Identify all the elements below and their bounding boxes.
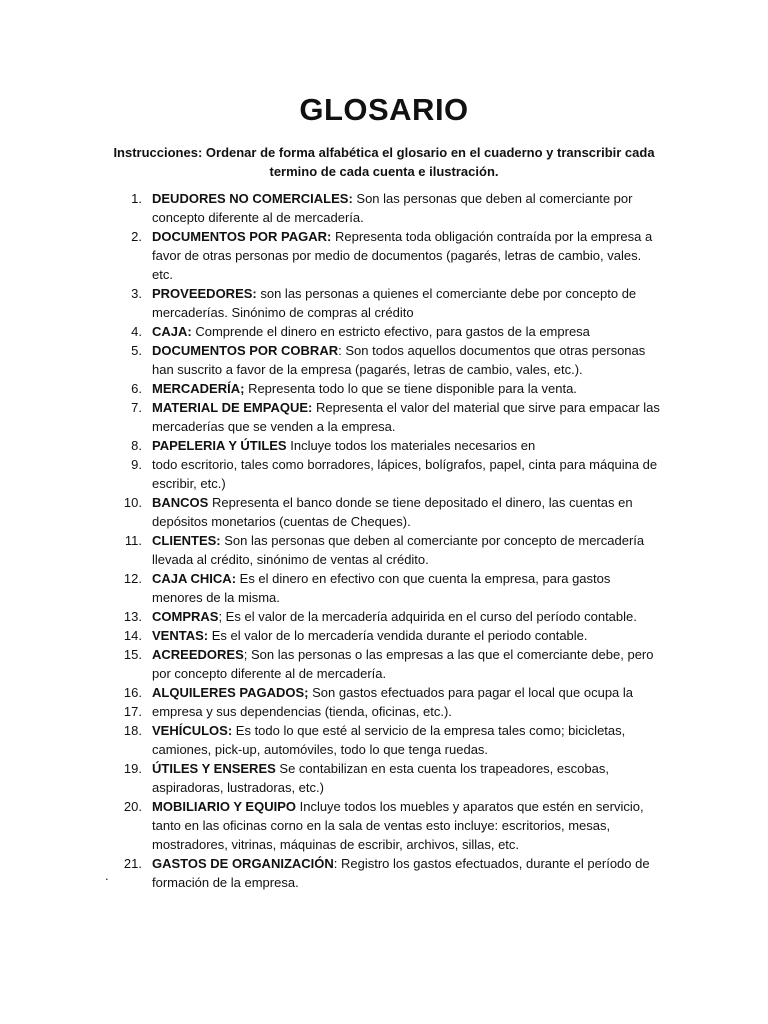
- item-definition: ; Es el valor de la mercadería adquirida en el curso del período contable.: [218, 609, 637, 624]
- item-term: VENTAS:: [152, 628, 209, 643]
- item-number: 10.: [123, 495, 142, 510]
- glossary-item: [0, 284, 662, 322]
- item-definition: empresa y sus dependencias (tienda, oficinas, etc.).: [152, 704, 452, 719]
- item-number: 20.: [123, 799, 142, 814]
- glossary-item: [0, 702, 662, 721]
- glossary-item: [0, 189, 662, 227]
- glossary-item: [0, 626, 662, 645]
- glossary-item: [0, 493, 662, 531]
- glossary-item: [0, 721, 662, 759]
- item-number: 2.: [131, 229, 142, 244]
- glossary-item: [0, 645, 662, 683]
- item-term: MERCADERÍA;: [152, 381, 245, 396]
- glossary-item: [0, 797, 662, 854]
- item-definition: : Registro los gastos efectuados, durante el período de formación de la empresa.: [152, 856, 650, 890]
- item-definition: todo escritorio, tales como borradores, lápices, bolígrafos, papel, cinta para máquina de escribir, etc.): [152, 457, 658, 491]
- item-number: 16.: [123, 685, 142, 700]
- item-term: DOCUMENTOS POR PAGAR:: [152, 229, 332, 244]
- item-number: 8.: [131, 438, 142, 453]
- item-term: CAJA CHICA:: [152, 571, 237, 586]
- item-definition: Comprende el dinero en estricto efectivo, para gastos de la empresa: [191, 324, 590, 339]
- item-term: CAJA:: [152, 324, 192, 339]
- item-number: 19.: [123, 761, 142, 776]
- item-number: 1.: [131, 191, 142, 206]
- glossary-item: [0, 759, 662, 797]
- glossary-item: [0, 607, 662, 626]
- item-definition: son las personas a quienes el comerciante debe por concepto de mercaderías. Sinónimo de compras al crédito: [152, 286, 637, 320]
- glossary-item: [0, 455, 662, 493]
- item-number: 15.: [123, 647, 142, 662]
- item-term: PAPELERIA Y ÚTILES: [152, 438, 287, 453]
- glossary-item: [0, 436, 662, 455]
- item-term: COMPRAS: [152, 609, 219, 624]
- item-number: 17.: [123, 704, 142, 719]
- glossary-item: [0, 341, 662, 379]
- item-term: ÚTILES Y ENSERES: [152, 761, 276, 776]
- item-definition: Es todo lo que esté al servicio de la empresa tales como; bicicletas, camiones, pick-up, automóviles, todo lo que tenga ruedas.: [152, 723, 626, 757]
- trailing-mark: .: [105, 868, 109, 883]
- item-number: 4.: [131, 324, 142, 339]
- item-definition: Incluye todos los materiales necesarios en: [286, 438, 536, 453]
- item-number: 14.: [123, 628, 142, 643]
- item-definition: Representa el valor del material que sirve para empacar las mercaderías que se venden a la empresa.: [152, 400, 660, 434]
- item-number: 6.: [131, 381, 142, 396]
- item-term: ACREEDORES: [152, 647, 244, 662]
- item-definition: Es el valor de lo mercadería vendida durante el periodo contable.: [208, 628, 588, 643]
- instructions-text: Instrucciones: Ordenar de forma alfabética el glosario en el cuaderno y transcribir cada termino de cada cuenta e ilustración.: [113, 145, 655, 179]
- item-number: 7.: [131, 400, 142, 415]
- item-number: 13.: [123, 609, 142, 624]
- item-term: DEUDORES NO COMERCIALES:: [152, 191, 353, 206]
- item-definition: Son gastos efectuados para pagar el local que ocupa la: [308, 685, 634, 700]
- item-term: DOCUMENTOS POR COBRAR: [152, 343, 339, 358]
- glossary-item: [0, 569, 662, 607]
- item-term: CLIENTES:: [152, 533, 221, 548]
- item-number: 11.: [124, 533, 142, 548]
- glossary-item: [0, 531, 662, 569]
- item-definition: Representa todo lo que se tiene disponible para la venta.: [244, 381, 577, 396]
- item-definition: Incluye todos los muebles y aparatos que estén en servicio, tanto en las oficinas corno en la sala de ventas esto incluye: escritorios, mesas, mostradores, vitrinas, máquinas de escribir, archivos, sillas, etc.: [152, 799, 644, 852]
- glossary-item: [0, 227, 662, 284]
- item-definition: Se contabilizan en esta cuenta los trapeadores, escobas, aspiradoras, lustradoras, etc.): [152, 761, 609, 795]
- item-definition: Son las personas que deben al comerciante por concepto de mercadería llevada al crédito, sinónimo de ventas al crédito.: [152, 533, 645, 567]
- glossary-item: [0, 322, 662, 341]
- item-number: 18.: [123, 723, 142, 738]
- item-term: MOBILIARIO Y EQUIPO: [152, 799, 296, 814]
- item-term: ALQUILERES PAGADOS;: [152, 685, 309, 700]
- item-definition: Es el dinero en efectivo con que cuenta la empresa, para gastos menores de la misma.: [152, 571, 611, 605]
- item-term: GASTOS DE ORGANIZACIÓN: [152, 856, 334, 871]
- item-definition: : Son todos aquellos documentos que otras personas han suscrito a favor de la empresa (pagarés, letras de cambio, vales, etc.).: [152, 343, 646, 377]
- glossary-item: [0, 683, 662, 702]
- item-term: BANCOS: [152, 495, 209, 510]
- item-number: 12.: [123, 571, 142, 586]
- item-definition: Representa toda obligación contraída por la empresa a favor de otras personas por medio de documentos (pagarés, letras de cambio, vales. etc.: [152, 229, 653, 282]
- item-definition: Representa el banco donde se tiene depositado el dinero, las cuentas en depósitos monetarios (cuentas de Cheques).: [152, 495, 633, 529]
- item-number: 9.: [131, 457, 142, 472]
- item-number: 3.: [131, 286, 142, 301]
- page-title: GLOSARIO: [299, 92, 469, 127]
- glossary-item: [0, 398, 662, 436]
- item-term: VEHÍCULOS:: [152, 723, 233, 738]
- item-number: 21.: [123, 856, 142, 871]
- item-definition: ; Son las personas o las empresas a las que el comerciante debe, pero por concepto diferente al de mercadería.: [152, 647, 654, 681]
- glossary-list: [0, 189, 768, 892]
- item-term: PROVEEDORES:: [152, 286, 257, 301]
- item-term: MATERIAL DE EMPAQUE:: [152, 400, 313, 415]
- glossary-item: [0, 854, 662, 892]
- glossary-item: [0, 379, 662, 398]
- item-definition: Son las personas que deben al comerciante por concepto diferente al de mercadería.: [152, 191, 633, 225]
- item-number: 5.: [131, 343, 142, 358]
